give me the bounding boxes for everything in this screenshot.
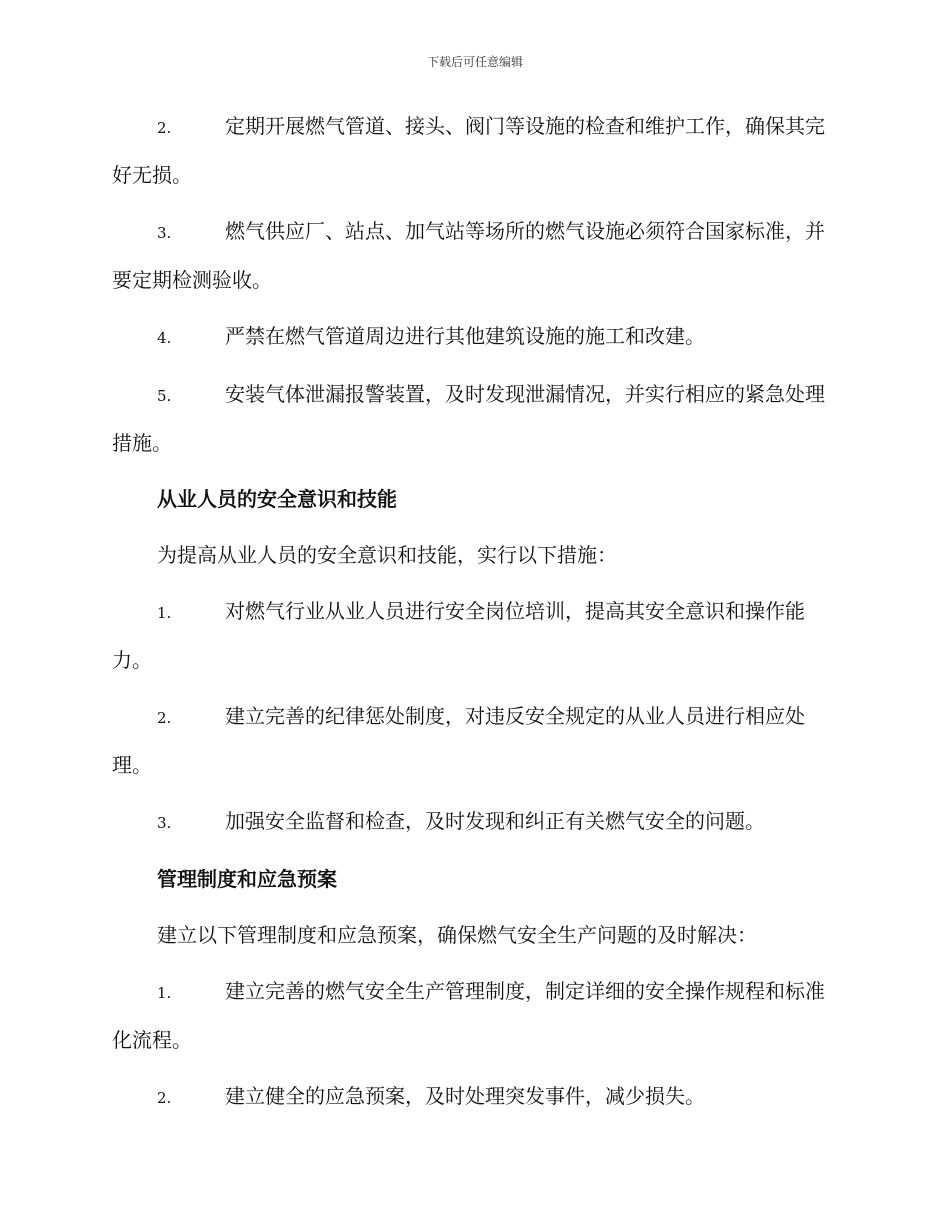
list-text: 严禁在燃气管道周边进行其他建筑设施的施工和改建。 xyxy=(225,324,705,348)
list-text: 加强安全监督和检查，及时发现和纠正有关燃气安全的问题。 xyxy=(225,809,765,833)
list-number: 1. xyxy=(157,984,172,1002)
list-number: 2. xyxy=(157,1089,172,1107)
list-item xyxy=(112,371,836,467)
list-number: 4. xyxy=(157,329,172,347)
list-item xyxy=(112,588,836,684)
list-number: 1. xyxy=(157,604,172,622)
page-header: 下载后可任意编辑 xyxy=(426,55,523,69)
list-item xyxy=(112,968,836,1064)
list-number: 3. xyxy=(157,814,172,832)
list-number: 5. xyxy=(157,387,172,405)
list-item xyxy=(112,208,836,304)
list-item xyxy=(112,103,836,199)
list-item xyxy=(112,798,836,847)
list-text: 对燃气行业从业人员进行安全岗位培训，提高其安全意识和操作能力。 xyxy=(112,599,805,672)
list-text: 燃气供应厂、站点、加气站等场所的燃气设施必须符合国家标准，并要定期检测验收。 xyxy=(112,219,825,292)
list-text: 建立健全的应急预案，及时处理突发事件，减少损失。 xyxy=(225,1084,705,1108)
list-text: 定期开展燃气管道、接头、阀门等设施的检查和维护工作，确保其完好无损。 xyxy=(112,114,825,187)
section-intro-staff: 为提高从业人员的安全意识和技能，实行以下措施： xyxy=(157,543,617,567)
list-text: 安装气体泄漏报警装置，及时发现泄漏情况，并实行相应的紧急处理措施。 xyxy=(112,382,825,455)
list-number: 2. xyxy=(157,119,172,137)
list-text: 建立完善的纪律惩处制度，对违反安全规定的从业人员进行相应处理。 xyxy=(112,704,805,777)
list-text: 建立完善的燃气安全生产管理制度，制定详细的安全操作规程和标准化流程。 xyxy=(112,979,825,1052)
list-item xyxy=(112,693,836,789)
list-number: 3. xyxy=(157,224,172,242)
section-intro-management: 建立以下管理制度和应急预案，确保燃气安全生产问题的及时解决： xyxy=(157,923,757,947)
list-item xyxy=(112,313,836,362)
section-heading-management: 管理制度和应急预案 xyxy=(157,867,337,891)
section-heading-staff: 从业人员的安全意识和技能 xyxy=(157,487,397,511)
document-body xyxy=(112,103,836,1131)
list-item xyxy=(112,1073,836,1122)
list-number: 2. xyxy=(157,709,172,727)
